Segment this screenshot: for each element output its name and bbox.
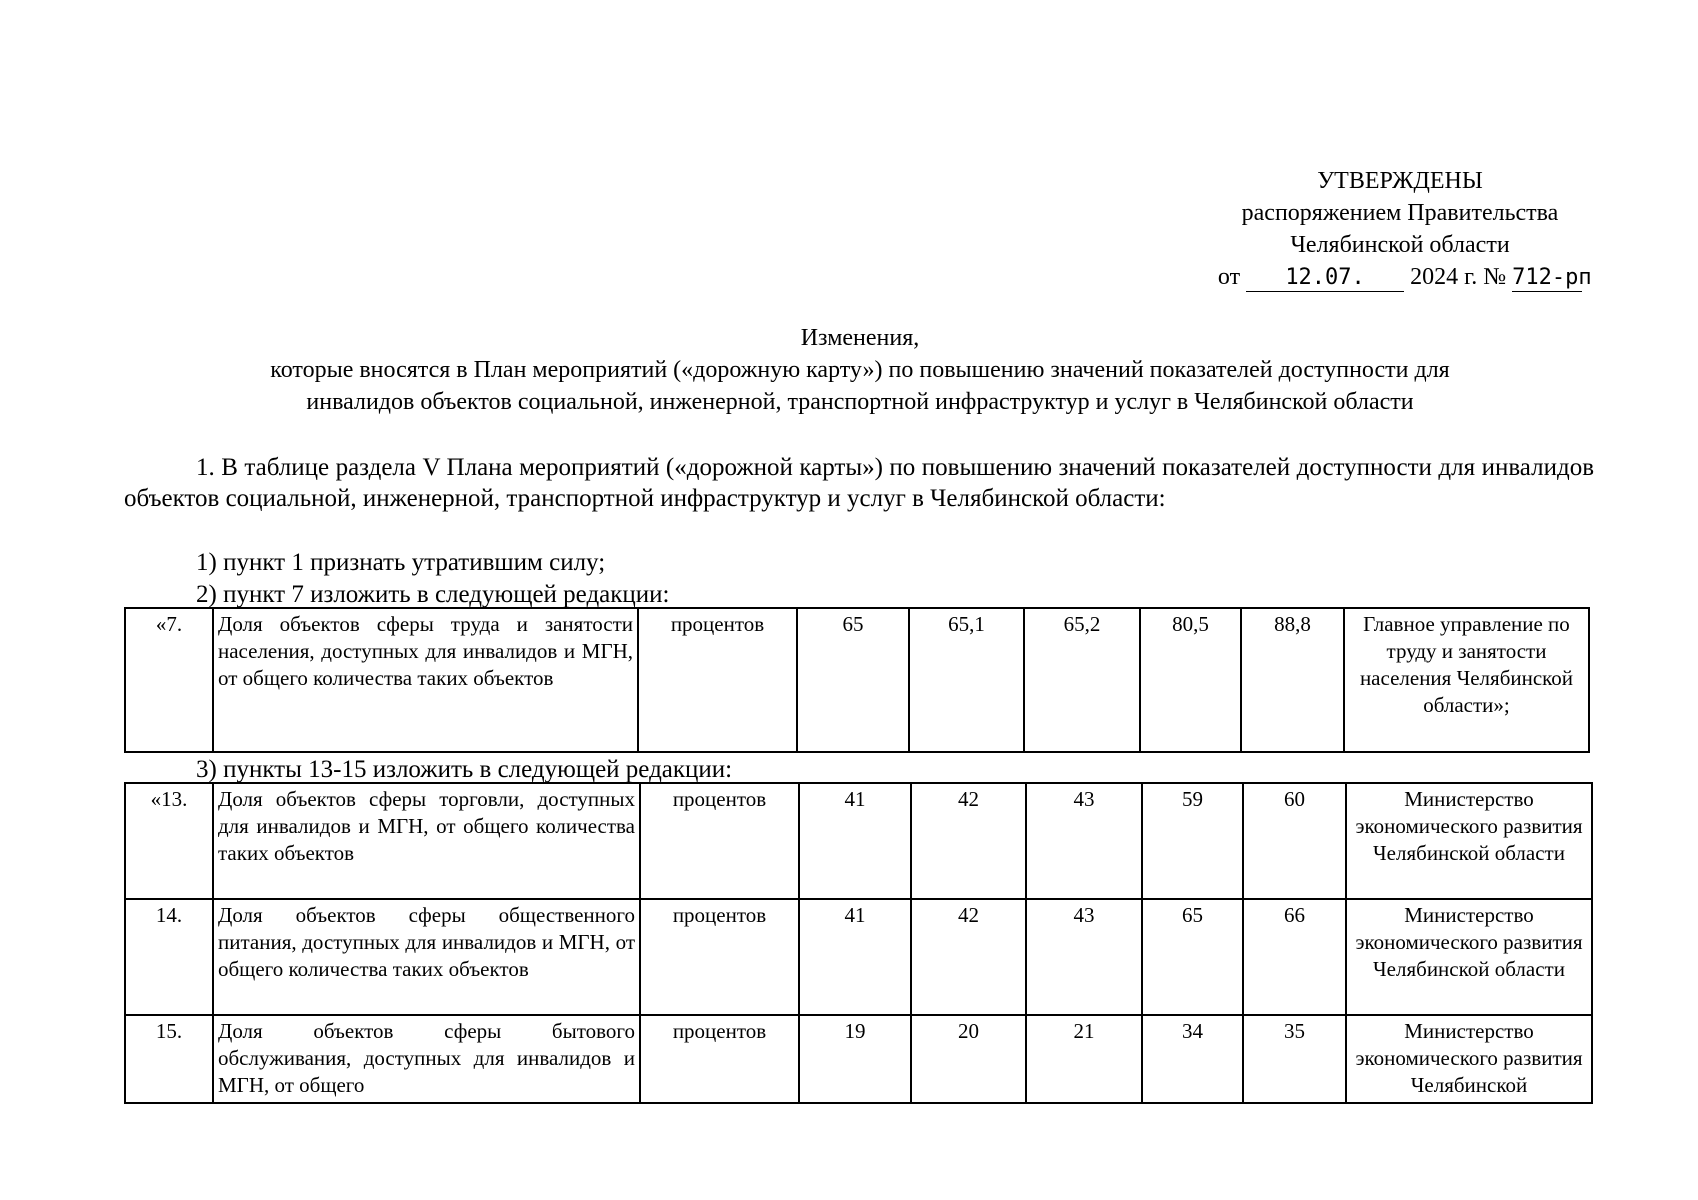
responsible-cell: Министерство экономического развития Челябинской области	[1346, 783, 1592, 899]
responsible-cell: Министерство экономического развития Челябинской области	[1346, 899, 1592, 1015]
approval-date-line	[1180, 261, 1620, 293]
table-row	[125, 783, 1592, 899]
row-number: 15.	[125, 1015, 213, 1103]
approval-year: 2024 г. №	[1410, 264, 1507, 290]
value-cell: 43	[1026, 899, 1142, 1015]
value-cell: 88,8	[1241, 608, 1344, 752]
responsible-cell: Министерство экономического развития Челябинской	[1346, 1015, 1592, 1103]
item-2: 2) пункт 7 изложить в следующей редакции:	[196, 581, 670, 608]
value-cell: 41	[799, 899, 911, 1015]
approval-line-2: распоряжением Правительства	[1241, 200, 1559, 226]
approval-number: 712-рп	[1512, 265, 1592, 290]
indicator-description: Доля объектов сферы общественного питания, доступных для инвалидов и МГН, от общего количества таких объектов	[213, 899, 640, 1015]
value-cell: 35	[1243, 1015, 1346, 1103]
indicator-description: Доля объектов сферы труда и занятости населения, доступных для инвалидов и МГН, от общего количества таких объектов	[213, 608, 638, 752]
item-3: 3) пункты 13-15 изложить в следующей редакции:	[196, 756, 733, 783]
indicator-description: Доля объектов сферы торговли, доступных для инвалидов и МГН, от общего количества таких объектов	[213, 783, 640, 899]
approval-date: 12.07.	[1246, 265, 1404, 292]
value-cell: 65	[797, 608, 909, 752]
value-cell: 59	[1142, 783, 1243, 899]
approval-prefix: от	[1217, 264, 1241, 290]
value-cell: 43	[1026, 783, 1142, 899]
heading-title: Изменения,	[800, 325, 920, 351]
approval-title: УТВЕРЖДЕНЫ	[1317, 168, 1483, 194]
heading-line-3: инвалидов объектов социальной, инженерной, транспортной инфраструктур и услуг в Челябинской области	[306, 389, 1414, 415]
value-cell: 65,1	[909, 608, 1024, 752]
table-item-7	[124, 607, 1590, 753]
unit-cell: процентов	[640, 899, 799, 1015]
document-heading	[120, 322, 1600, 418]
row-number: «7.	[125, 608, 213, 752]
unit-cell: процентов	[638, 608, 797, 752]
value-cell: 19	[799, 1015, 911, 1103]
value-cell: 42	[911, 783, 1026, 899]
value-cell: 21	[1026, 1015, 1142, 1103]
row-number: «13.	[125, 783, 213, 899]
unit-cell: процентов	[640, 783, 799, 899]
responsible-cell: Главное управление по труду и занятости населения Челябинской области»;	[1344, 608, 1589, 752]
table-items-13-15	[124, 782, 1593, 1104]
value-cell: 34	[1142, 1015, 1243, 1103]
value-cell: 41	[799, 783, 911, 899]
table-row	[125, 1015, 1592, 1103]
unit-cell: процентов	[640, 1015, 799, 1103]
paragraph-1: 1. В таблице раздела V Плана мероприятий («дорожной карты») по повышению значений показателей доступности для инвалидов объектов социальной, инженерной, транспортной инфраструктур и услуг в Челябинской области:	[124, 454, 1594, 512]
heading-line-2: которые вносятся в План мероприятий («дорожную карту») по повышению значений показателей доступности для	[270, 357, 1450, 383]
approval-line-3: Челябинской области	[1290, 232, 1510, 258]
value-cell: 65,2	[1024, 608, 1140, 752]
value-cell: 42	[911, 899, 1026, 1015]
value-cell: 60	[1243, 783, 1346, 899]
value-cell: 20	[911, 1015, 1026, 1103]
row-number: 14.	[125, 899, 213, 1015]
value-cell: 80,5	[1140, 608, 1241, 752]
table-row	[125, 899, 1592, 1015]
item-1: 1) пункт 1 признать утратившим силу;	[196, 549, 606, 576]
approval-block	[1180, 165, 1620, 293]
indicator-description: Доля объектов сферы бытового обслуживания, доступных для инвалидов и МГН, от общего	[213, 1015, 640, 1103]
value-cell: 65	[1142, 899, 1243, 1015]
table-row	[125, 608, 1589, 752]
value-cell: 66	[1243, 899, 1346, 1015]
